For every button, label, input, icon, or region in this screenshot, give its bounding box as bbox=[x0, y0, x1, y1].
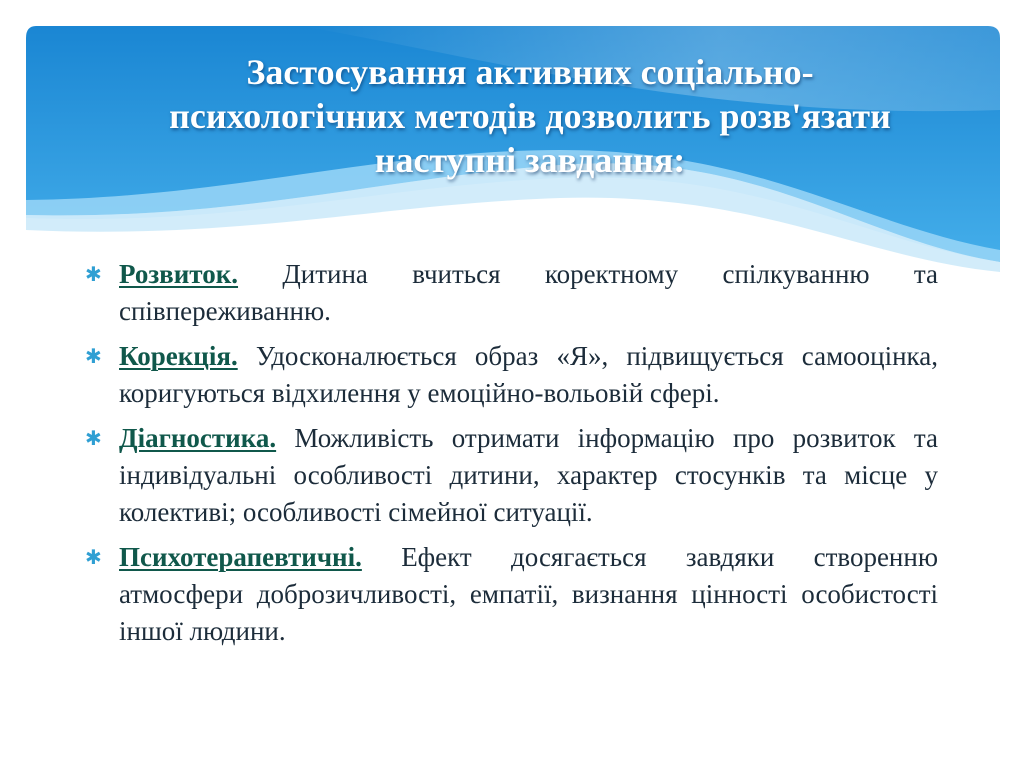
bullet-list bbox=[82, 256, 938, 658]
item-text: Можливість отримати інформацію про розвиток та індивідуальні особливості дитини, характер стосунків та місце у колективі; особливості сімейної ситуації. bbox=[119, 423, 938, 527]
asterisk-bullet-icon: ✱ bbox=[85, 545, 102, 569]
item-text: Ефект досягається завдяки створенню атмосфери доброзичливості, емпатії, визнання цінності особистості іншої людини. bbox=[119, 542, 938, 646]
item-text: Удосконалюється образ «Я», підвищується самооцінка, коригуються відхилення у емоційно-вольовій сфері. bbox=[119, 341, 938, 408]
asterisk-bullet-icon: ✱ bbox=[85, 426, 102, 450]
slide-title: Застосування активних соціально-психологічних методів дозволить розв'язати наступні завдання: bbox=[169, 52, 891, 180]
item-term: Діагностика. bbox=[119, 423, 277, 453]
list-item bbox=[82, 420, 938, 531]
list-item bbox=[82, 338, 938, 412]
list-item bbox=[82, 539, 938, 650]
asterisk-bullet-icon: ✱ bbox=[85, 262, 102, 286]
item-term: Розвиток. bbox=[119, 259, 239, 289]
asterisk-bullet-icon: ✱ bbox=[85, 344, 102, 368]
list-item bbox=[82, 256, 938, 330]
item-term: Корекція. bbox=[119, 341, 238, 371]
item-term: Психотерапевтичні. bbox=[119, 542, 362, 572]
item-text: Дитина вчиться коректному спілкуванню та співпереживанню. bbox=[119, 259, 938, 326]
